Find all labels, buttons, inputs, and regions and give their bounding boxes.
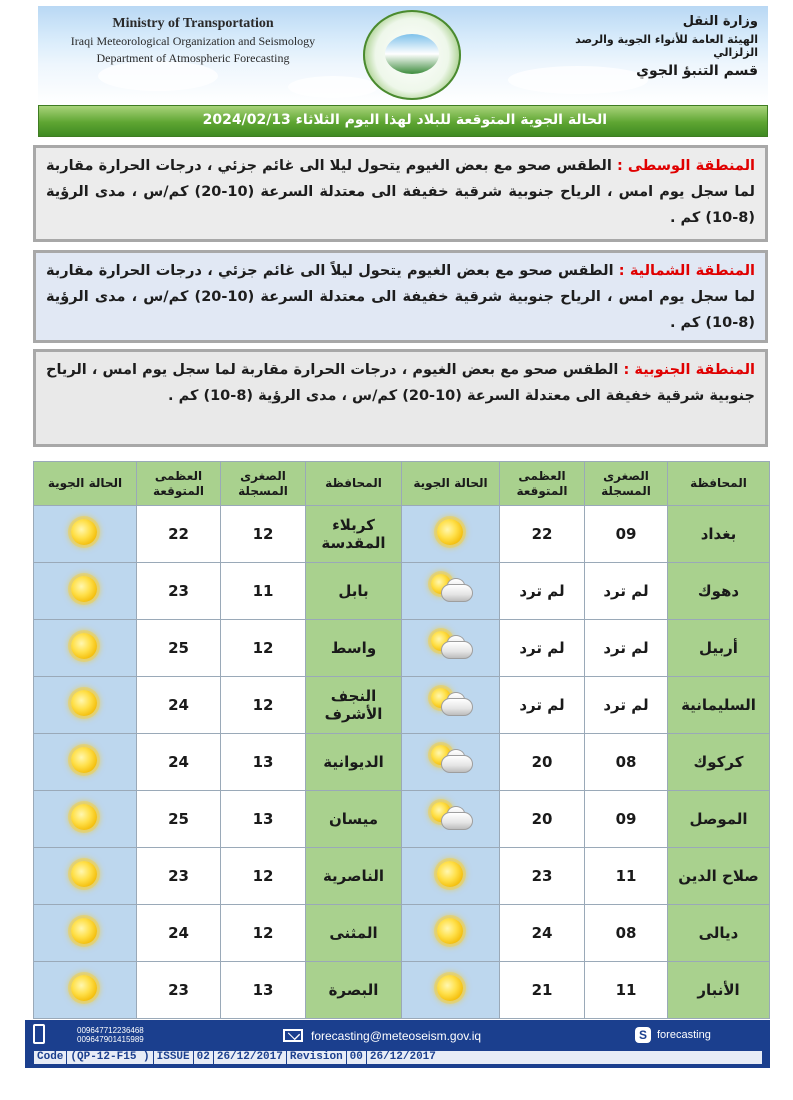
sunny-icon xyxy=(63,688,107,718)
phone-number: 009647712236468 xyxy=(77,1026,144,1035)
ministry-name-ar: وزارة النقل xyxy=(682,14,758,29)
weather-cell xyxy=(402,677,500,734)
code-item: 02 xyxy=(194,1051,214,1064)
max-temp-cell: 22 xyxy=(137,506,221,563)
min-temp-cell: 13 xyxy=(221,734,306,791)
max-temp-cell: 20 xyxy=(500,734,585,791)
sunny-icon xyxy=(63,802,107,832)
governorate-cell: بابل xyxy=(306,563,402,620)
email-link[interactable]: forecasting@meteoseism.gov.iq xyxy=(311,1029,482,1043)
max-temp-cell: 25 xyxy=(137,620,221,677)
partly-cloudy-icon xyxy=(429,688,473,718)
min-temp-cell: 12 xyxy=(221,677,306,734)
max-temp-cell: 21 xyxy=(500,962,585,1019)
min-temp-cell: 08 xyxy=(585,734,668,791)
table-row xyxy=(34,905,770,962)
partly-cloudy-icon xyxy=(429,745,473,775)
code-item: Code xyxy=(34,1051,67,1064)
header-weather: الحالة الجوية xyxy=(402,462,500,506)
min-temp-cell: 13 xyxy=(221,962,306,1019)
partly-cloudy-icon xyxy=(429,802,473,832)
max-temp-cell: 23 xyxy=(137,848,221,905)
min-temp-cell: 11 xyxy=(221,563,306,620)
governorate-cell: دهوك xyxy=(668,563,770,620)
region-central xyxy=(33,145,768,242)
skype-handle[interactable]: forecasting xyxy=(657,1029,711,1041)
min-temp-cell: 12 xyxy=(221,620,306,677)
header-max: العظمى المتوقعة xyxy=(500,462,585,506)
forecast-title: الحالة الجوية المتوقعة للبلاد لهذا اليوم الثلاثاء 2024/02/13 xyxy=(202,112,607,128)
region-name: المنطقة الشمالية : xyxy=(618,263,756,279)
region-name: المنطقة الجنوبية : xyxy=(623,362,755,378)
max-temp-cell: 24 xyxy=(500,905,585,962)
weather-cell xyxy=(34,620,137,677)
mail-icon xyxy=(283,1029,303,1042)
code-item: (QP-12-F15 ) xyxy=(67,1051,153,1064)
max-temp-cell: لم ترد xyxy=(500,563,585,620)
document-code-bar xyxy=(33,1050,763,1065)
table-row xyxy=(34,620,770,677)
max-temp-cell: لم ترد xyxy=(500,620,585,677)
region-text: الطقس صحو مع بعض الغيوم يتحول ليلا الى غائم جزئي ، درجات الحرارة مقاربة لما سجل يوم امس ، الرياح جنوبية شرقية خفيفة الى معتدلة السرعة (10-20) كم/س ، مدى الرؤية (8-10) كم . xyxy=(46,158,755,226)
max-temp-cell: 24 xyxy=(137,677,221,734)
weather-cell xyxy=(402,848,500,905)
footer-bar xyxy=(25,1020,770,1068)
weather-cell xyxy=(34,848,137,905)
header-min: الصغرى المسجلة xyxy=(585,462,668,506)
governorate-cell: صلاح الدين xyxy=(668,848,770,905)
governorate-cell: أربيل xyxy=(668,620,770,677)
department-name-en: Department of Atmospheric Forecasting xyxy=(96,51,290,65)
region-text: الطقس صحو مع بعض الغيوم يتحول ليلاً الى غائم جزئي ، درجات الحرارة مقاربة لما سجل يوم امس ، الرياح جنوبية شرقية خفيفة الى معتدلة السرعة (10-20) كم/س ، مدى الرؤية (8-10) كم . xyxy=(46,263,755,331)
phone-icon xyxy=(33,1024,45,1044)
weather-cell xyxy=(34,962,137,1019)
weather-cell xyxy=(34,506,137,563)
weather-cell xyxy=(402,791,500,848)
governorate-cell: بغداد xyxy=(668,506,770,563)
code-item: ISSUE xyxy=(154,1051,194,1064)
organization-name-ar: الهيئة العامة للأنواء الجوية والرصد الزلزالي xyxy=(575,33,758,59)
weather-cell xyxy=(34,563,137,620)
code-item: 26/12/2017 xyxy=(369,1051,436,1063)
header-arabic xyxy=(528,14,758,79)
sunny-icon xyxy=(63,574,107,604)
max-temp-cell: 22 xyxy=(500,506,585,563)
weather-cell xyxy=(402,620,500,677)
table-row xyxy=(34,734,770,791)
min-temp-cell: 11 xyxy=(585,962,668,1019)
min-temp-cell: 11 xyxy=(585,848,668,905)
max-temp-cell: 25 xyxy=(137,791,221,848)
region-south xyxy=(33,349,768,447)
weather-cell xyxy=(34,677,137,734)
governorate-cell: السليمانية xyxy=(668,677,770,734)
weather-cell xyxy=(34,734,137,791)
governorate-cell: الناصرية xyxy=(306,848,402,905)
max-temp-cell: 24 xyxy=(137,905,221,962)
sunny-icon xyxy=(429,859,473,889)
min-temp-cell: 13 xyxy=(221,791,306,848)
table-row xyxy=(34,791,770,848)
governorate-cell: واسط xyxy=(306,620,402,677)
region-name: المنطقة الوسطى : xyxy=(616,158,756,174)
governorate-cell: ديالى xyxy=(668,905,770,962)
sunny-icon xyxy=(63,631,107,661)
weather-cell xyxy=(402,905,500,962)
forecast-table xyxy=(33,461,770,1019)
region-north xyxy=(33,250,768,343)
phone-numbers xyxy=(77,1026,144,1044)
max-temp-cell: 23 xyxy=(137,563,221,620)
partly-cloudy-icon xyxy=(429,631,473,661)
governorate-cell: الموصل xyxy=(668,791,770,848)
sunny-icon xyxy=(63,859,107,889)
header-english xyxy=(58,16,328,66)
sunny-icon xyxy=(429,517,473,547)
governorate-cell: الأنبار xyxy=(668,962,770,1019)
header-governorate: المحافظة xyxy=(668,462,770,506)
min-temp-cell: 12 xyxy=(221,506,306,563)
organization-logo xyxy=(363,10,461,100)
ministry-name-en: Ministry of Transportation xyxy=(112,16,274,31)
header-banner xyxy=(38,6,768,104)
governorate-cell: النجف الأشرف xyxy=(306,677,402,734)
governorate-cell: البصرة xyxy=(306,962,402,1019)
code-item: 26/12/2017 xyxy=(214,1051,287,1064)
code-item: 00 xyxy=(347,1051,367,1064)
max-temp-cell: لم ترد xyxy=(500,677,585,734)
min-temp-cell: 09 xyxy=(585,791,668,848)
min-temp-cell: لم ترد xyxy=(585,563,668,620)
min-temp-cell: لم ترد xyxy=(585,677,668,734)
weather-cell xyxy=(34,905,137,962)
table-row xyxy=(34,506,770,563)
table-row xyxy=(34,563,770,620)
min-temp-cell: 12 xyxy=(221,905,306,962)
organization-name-en: Iraqi Meteorological Organization and Seismology xyxy=(70,34,316,48)
table-header-row xyxy=(34,462,770,506)
phone-number: 009647901415989 xyxy=(77,1035,144,1044)
partly-cloudy-icon xyxy=(429,574,473,604)
table-row xyxy=(34,848,770,905)
weather-cell xyxy=(34,791,137,848)
max-temp-cell: 20 xyxy=(500,791,585,848)
governorate-cell: المثنى xyxy=(306,905,402,962)
skype-icon: S xyxy=(635,1027,651,1043)
governorate-cell: كربلاء المقدسة xyxy=(306,506,402,563)
sunny-icon xyxy=(429,973,473,1003)
weather-cell xyxy=(402,563,500,620)
weather-cell xyxy=(402,734,500,791)
table-row xyxy=(34,962,770,1019)
sunny-icon xyxy=(429,916,473,946)
sunny-icon xyxy=(63,973,107,1003)
min-temp-cell: 09 xyxy=(585,506,668,563)
sunny-icon xyxy=(63,517,107,547)
governorate-cell: كركوك xyxy=(668,734,770,791)
code-item: Revision xyxy=(287,1051,347,1064)
header-max: العظمى المتوقعة xyxy=(137,462,221,506)
header-min: الصغرى المسجلة xyxy=(221,462,306,506)
max-temp-cell: 23 xyxy=(500,848,585,905)
governorate-cell: الديوانية xyxy=(306,734,402,791)
min-temp-cell: لم ترد xyxy=(585,620,668,677)
table-row xyxy=(34,677,770,734)
weather-cell xyxy=(402,962,500,1019)
min-temp-cell: 08 xyxy=(585,905,668,962)
max-temp-cell: 24 xyxy=(137,734,221,791)
governorate-cell: ميسان xyxy=(306,791,402,848)
header-governorate: المحافظة xyxy=(306,462,402,506)
weather-cell xyxy=(402,506,500,563)
header-weather: الحالة الجوية xyxy=(34,462,137,506)
sunny-icon xyxy=(63,745,107,775)
max-temp-cell: 23 xyxy=(137,962,221,1019)
region-text: الطقس صحو مع بعض الغيوم ، درجات الحرارة مقاربة لما سجل يوم امس ، الرياح جنوبية شرقية خفيفة الى معتدلة السرعة (10-20) كم/س ، مدى الرؤية (8-10) كم . xyxy=(46,362,755,404)
department-name-ar: قسم التنبؤ الجوي xyxy=(636,63,758,79)
title-bar xyxy=(38,105,768,137)
min-temp-cell: 12 xyxy=(221,848,306,905)
sunny-icon xyxy=(63,916,107,946)
